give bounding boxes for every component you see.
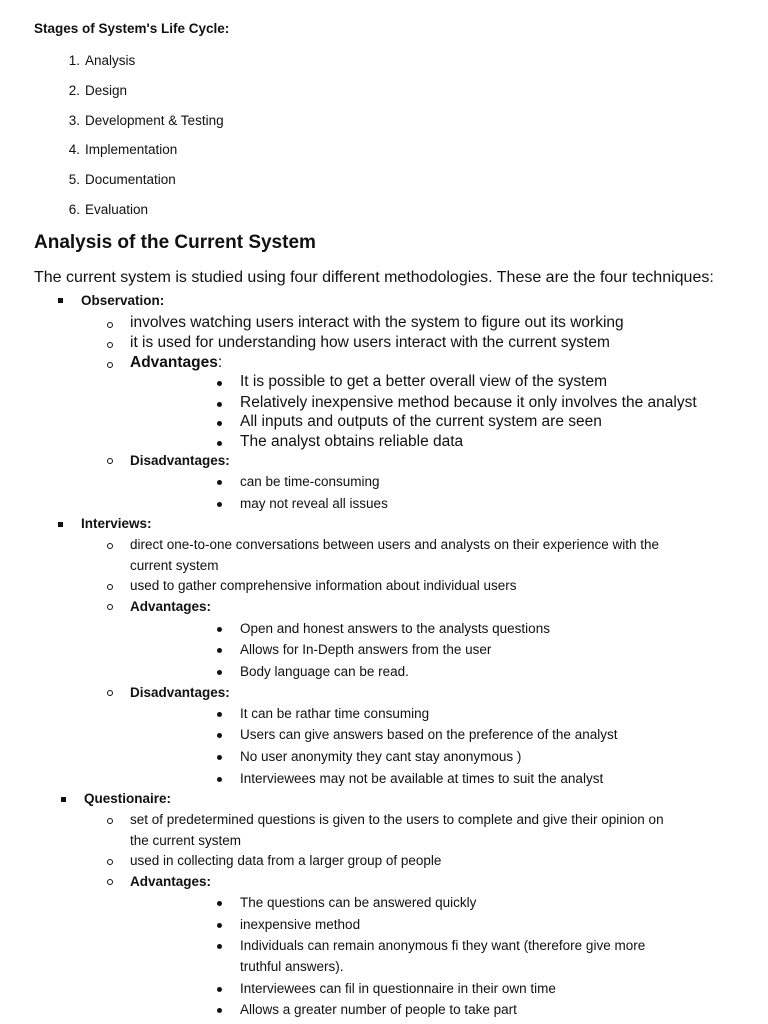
- interviews-disadvantages-label: Disadvantages:: [130, 685, 230, 700]
- circle-bullet-icon: [107, 543, 113, 549]
- questionnaire-advantage-item: The questions can be answered quickly: [240, 895, 477, 910]
- observation-advantage-item: It is possible to get a better overall view of the system: [240, 373, 608, 390]
- square-bullet-icon: [61, 797, 66, 802]
- circle-bullet-icon: [107, 859, 113, 865]
- dot-bullet-icon: [217, 733, 222, 738]
- observation-point: involves watching users interact with the system to figure out its working: [130, 314, 624, 331]
- interviews-advantage-item: Allows for In-Depth answers from the user: [240, 642, 492, 657]
- dot-bullet-icon: [217, 441, 222, 446]
- circle-bullet-icon: [107, 362, 113, 368]
- square-bullet-icon: [58, 298, 63, 303]
- dot-bullet-icon: [217, 923, 222, 928]
- observation-advantages-label: [130, 353, 222, 373]
- observation-advantage-item: The analyst obtains reliable data: [240, 433, 464, 450]
- interviews-point: direct one-to-one conversations between users and analysts on their experience with the: [130, 537, 660, 552]
- stage-item: [62, 201, 148, 219]
- dot-bullet-icon: [217, 402, 222, 407]
- circle-bullet-icon: [107, 604, 113, 610]
- dot-bullet-icon: [217, 627, 222, 632]
- interviews-advantage-item: Body language can be read.: [240, 664, 409, 679]
- interviews-advantages-label: Advantages:: [130, 599, 212, 614]
- stage-number: 4.: [68, 142, 80, 157]
- stage-number: 1.: [68, 53, 80, 68]
- square-bullet-icon: [58, 522, 63, 527]
- section-heading: Analysis of the Current System: [34, 232, 316, 253]
- stage-item: [62, 82, 127, 100]
- questionnaire-advantages-label: Advantages:: [130, 874, 212, 889]
- observation-point: it is used for understanding how users interact with the current system: [130, 334, 610, 351]
- technique-title-interviews: Interviews:: [81, 516, 152, 531]
- stage-number: 3.: [68, 113, 80, 128]
- stage-item: [62, 141, 177, 159]
- technique-title-questionnaire: Questionaire:: [84, 791, 172, 806]
- dot-bullet-icon: [217, 901, 222, 906]
- interviews-disadvantage-item: No user anonymity they cant stay anonymous ): [240, 749, 522, 764]
- dot-bullet-icon: [217, 755, 222, 760]
- observation-disadvantage-item: can be time-consuming: [240, 474, 380, 489]
- dot-bullet-icon: [217, 421, 222, 426]
- dot-bullet-icon: [217, 480, 222, 485]
- circle-bullet-icon: [107, 818, 113, 824]
- circle-bullet-icon: [107, 584, 113, 590]
- questionnaire-advantage-item: Individuals can remain anonymous fi they want (therefore give more: [240, 938, 646, 953]
- circle-bullet-icon: [107, 458, 113, 464]
- questionnaire-point: used in collecting data from a larger group of people: [130, 853, 442, 868]
- stage-number: 6.: [68, 202, 80, 217]
- dot-bullet-icon: [217, 670, 222, 675]
- observation-advantage-item: Relatively inexpensive method because it only involves the analyst: [240, 394, 697, 411]
- advantages-label: Advantages: [130, 354, 218, 371]
- circle-bullet-icon: [107, 322, 113, 328]
- observation-disadvantage-item: may not reveal all issues: [240, 496, 388, 511]
- interviews-advantage-item: Open and honest answers to the analysts questions: [240, 621, 550, 636]
- interviews-disadvantage-item: It can be rathar time consuming: [240, 706, 430, 721]
- circle-bullet-icon: [107, 690, 113, 696]
- stage-number: 5.: [68, 172, 80, 187]
- stage-label: Implementation: [85, 142, 178, 157]
- observation-advantage-item: All inputs and outputs of the current system are seen: [240, 413, 602, 430]
- stage-item: [62, 112, 224, 130]
- technique-title-observation: Observation:: [81, 293, 165, 308]
- stage-item: [62, 52, 135, 70]
- observation-disadvantages-label: Disadvantages:: [130, 453, 230, 468]
- stage-item: [62, 171, 176, 189]
- stage-number: 2.: [68, 83, 80, 98]
- intro-paragraph: The current system is studied using four different methodologies. These are the four techniques:: [34, 269, 714, 286]
- circle-bullet-icon: [107, 342, 113, 348]
- advantages-colon: :: [217, 354, 223, 371]
- questionnaire-point: set of predetermined questions is given to the users to complete and give their opinion on: [130, 812, 664, 827]
- dot-bullet-icon: [217, 777, 222, 782]
- stage-label: Analysis: [85, 53, 136, 68]
- interviews-point: used to gather comprehensive information about individual users: [130, 578, 517, 593]
- dot-bullet-icon: [217, 1008, 222, 1013]
- interviews-point: current system: [130, 558, 219, 573]
- dot-bullet-icon: [217, 648, 222, 653]
- dot-bullet-icon: [217, 987, 222, 992]
- dot-bullet-icon: [217, 944, 222, 949]
- questionnaire-advantage-item: truthful answers).: [240, 959, 344, 974]
- stage-label: Documentation: [85, 172, 176, 187]
- questionnaire-advantage-item: Interviewees can fil in questionnaire in their own time: [240, 981, 556, 996]
- questionnaire-point: the current system: [130, 833, 242, 848]
- dot-bullet-icon: [217, 502, 222, 507]
- dot-bullet-icon: [217, 381, 222, 386]
- questionnaire-advantage-item: Allows a greater number of people to take part: [240, 1002, 517, 1017]
- page-title: Stages of System's Life Cycle:: [34, 21, 230, 36]
- interviews-disadvantage-item: Users can give answers based on the preference of the analyst: [240, 727, 618, 742]
- dot-bullet-icon: [217, 712, 222, 717]
- stage-label: Development & Testing: [85, 113, 224, 128]
- interviews-disadvantage-item: Interviewees may not be available at times to suit the analyst: [240, 771, 604, 786]
- stage-label: Design: [85, 83, 128, 98]
- stage-label: Evaluation: [85, 202, 149, 217]
- questionnaire-advantage-item: inexpensive method: [240, 917, 361, 932]
- circle-bullet-icon: [107, 879, 113, 885]
